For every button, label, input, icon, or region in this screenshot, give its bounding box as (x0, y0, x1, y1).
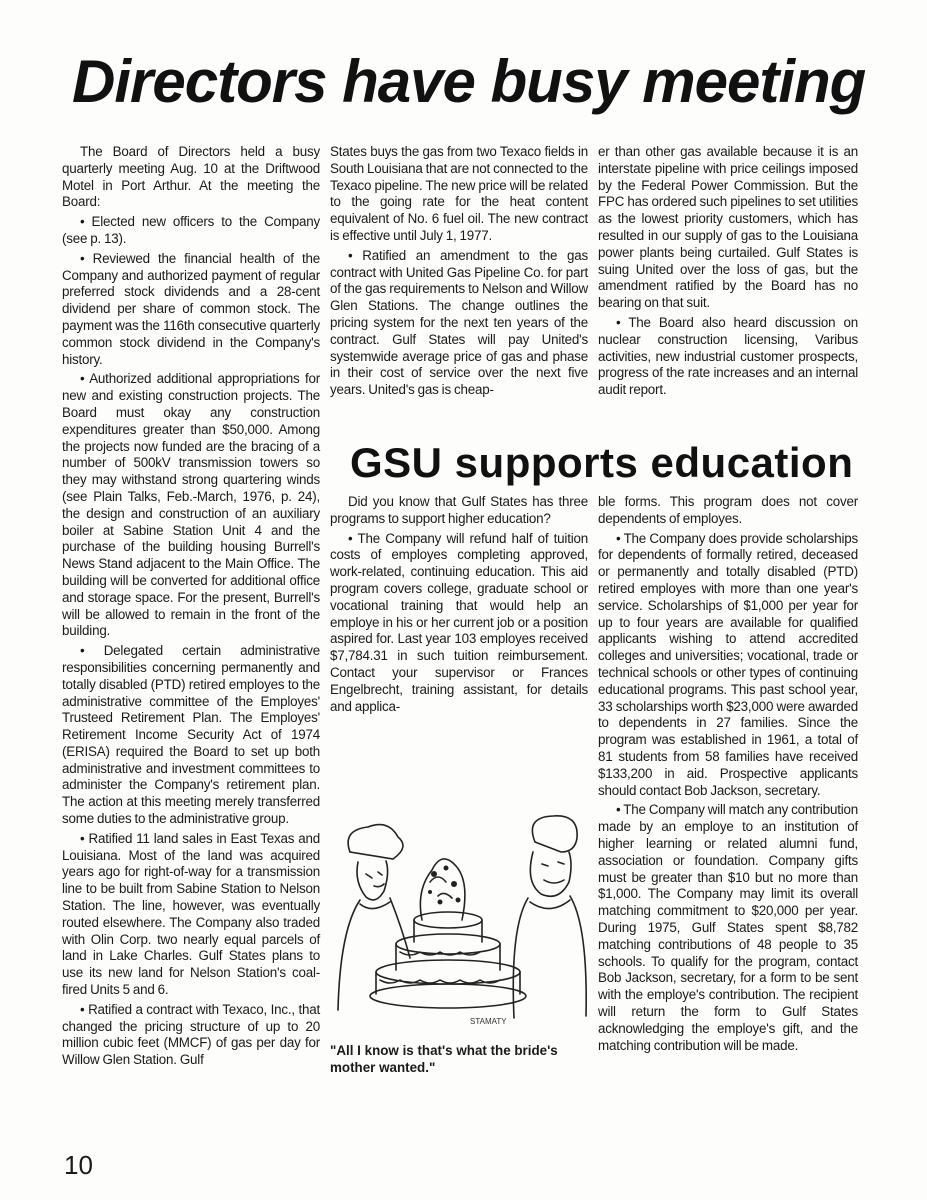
paragraph: • Ratified a contract with Texaco, Inc., that changed the pricing structure of up to 20 million cubic feet (MMCF) of gas per day for Willow Glen Station. Gulf (62, 1001, 320, 1068)
paragraph: • Elected new officers to the Company (see p. 13). (62, 214, 320, 246)
paragraph: er than other gas available because it is an interstate pipeline with price ceilings imposed by the Federal Power Commission. But the FPC has ordered such pipelines to set utilities as the lowest priority customers, which has resulted in our supply of gas to the Louisiana power plants being curtailed. Gulf States is suing United over the loss of gas, but the amendment ratified by the Board has no bearing on that suit. (598, 144, 858, 311)
education-column-1 (330, 494, 588, 718)
wedding-cake-cartoon (330, 812, 588, 1032)
article-title-education: GSU supports education (350, 439, 854, 486)
paragraph: • Ratified 11 land sales in East Texas and Louisiana. Most of the land was acquired years ago for right-of-way for a transmission line to be built from Sabine Station to Nelson Station. The line, however, was eventually routed elsewhere. The Company also traded with Olin Corp. two nearly equal parcels of land in Lake Charles. Gulf States plans to use its new land for Nelson Station's coal-fired Units 5 and 6. (62, 830, 320, 998)
paragraph: States buys the gas from two Texaco fields in South Louisiana that are not connected to the Texaco pipeline. The new price will be related to the going rate for the heat content equivalent of No. 6 fuel oil. The new contract is effective until July 1, 1977. (330, 144, 588, 243)
page-number: 10 (64, 1150, 93, 1180)
paragraph: • The Board also heard discussion on nuclear construction licensing, Varibus activities, new industrial customer prospects, progress of the rate increases and an internal audit report. (598, 314, 858, 398)
education-column-2 (598, 494, 858, 1057)
directors-column-1 (62, 144, 320, 1072)
cartoon-signature: STAMATY (470, 1017, 507, 1026)
paragraph: Did you know that Gulf States has three programs to support higher education? (330, 494, 588, 526)
directors-column-3 (598, 144, 858, 402)
paragraph: • Reviewed the financial health of the Company and authorized payment of regular preferred stock dividends and a 28-cent dividend per share of common stock. The payment was the 116th consecutive quarterly common stock dividend in the Company's history. (62, 250, 320, 367)
cartoon-caption: "All I know is that's what the bride's mother wanted." (330, 1043, 558, 1075)
paragraph: • The Company will refund half of tuition costs of employes completing approved, work-related, continuing education. This aid program covers college, graduate school or vocational training that would help an employe in his or her current job or a position aspired for. Last year 103 employes received $7,784.31 in such tuition reimbursement. Contact your supervisor or Frances Engelbrecht, training assistant, for details and applica- (330, 530, 588, 714)
paragraph: • Delegated certain administrative responsibilities concerning permanently and totally disabled (PTD) retired employes to the administrative committee of the Employes' Trusteed Retirement Plan. The Employes' Retirement Income Security Act of 1974 (ERISA) required the Board to set up both administrative and investment committees to administer the Company's retirement plan. The action at this meeting merely transferred some duties to the administrative group. (62, 643, 320, 827)
paragraph: The Board of Directors held a busy quarterly meeting Aug. 10 at the Driftwood Motel in Port Arthur. At the meeting the Board: (62, 144, 320, 210)
directors-column-2 (330, 144, 588, 402)
paragraph: • The Company does provide scholarships for dependents of formally retired, deceased or permanently and totally disabled (PTD) retired employes with more than one year's service. Scholarships of $1,000 per year for up to four years are available for qualified applicants wishing to attend accredited colleges and universities; vocational, trade or technical schools or other types of continuing educational programs. This past school year, 33 scholarships worth $23,000 were awarded to dependents in 27 families. Since the program was established in 1961, a total of 81 students from 58 families have received $133,200 in aid. Prospective applicants should contact Bob Jackson, secretary. (598, 530, 858, 798)
paragraph: • Authorized additional appropriations for new and existing construction projects. The Board must okay any construction expenditures greater than $50,000. Among the projects now funded are the bracing of a number of 500kV transmission towers so they may withstand strong quartering winds (see Plain Talks, Feb.-March, 1976, p. 24), the design and construction of an auxiliary boiler at Sabine Station Unit 4 and the purchase of the building housing Burrell's News Stand adjacent to the Main Office. The building will be converted for additional office and storage space. For the present, Burrell's will be allowed to remain in the front of the building. (62, 371, 320, 639)
paragraph: ble forms. This program does not cover dependents of employes. (598, 494, 858, 526)
paragraph: • Ratified an amendment to the gas contract with United Gas Pipeline Co. for part of the gas requirements to Nelson and Willow Glen Stations. The change outlines the pricing system for the next ten years of the contract. Gulf States will pay United's systemwide average price of gas and phase in their cost of service over the next five years. United's gas is cheap- (330, 247, 588, 398)
paragraph: • The Company will match any contribution made by an employe to an institution of higher learning or related alumni fund, association or foundation. Company gifts must be greater than $10 but no more than $1,000. The Company may limit its overall matching commitment to $20,000 per year. During 1975, Gulf States spent $8,782 matching contributions of 48 people to 35 schools. To qualify for the program, contact Bob Jackson, secretary, for a form to be sent with the employe's contribution. The recipient will return the form to Gulf States acknowledging the employe's gift, and the matching contribution will be made. (598, 802, 858, 1053)
article-title-directors: Directors have busy meeting (72, 48, 866, 115)
